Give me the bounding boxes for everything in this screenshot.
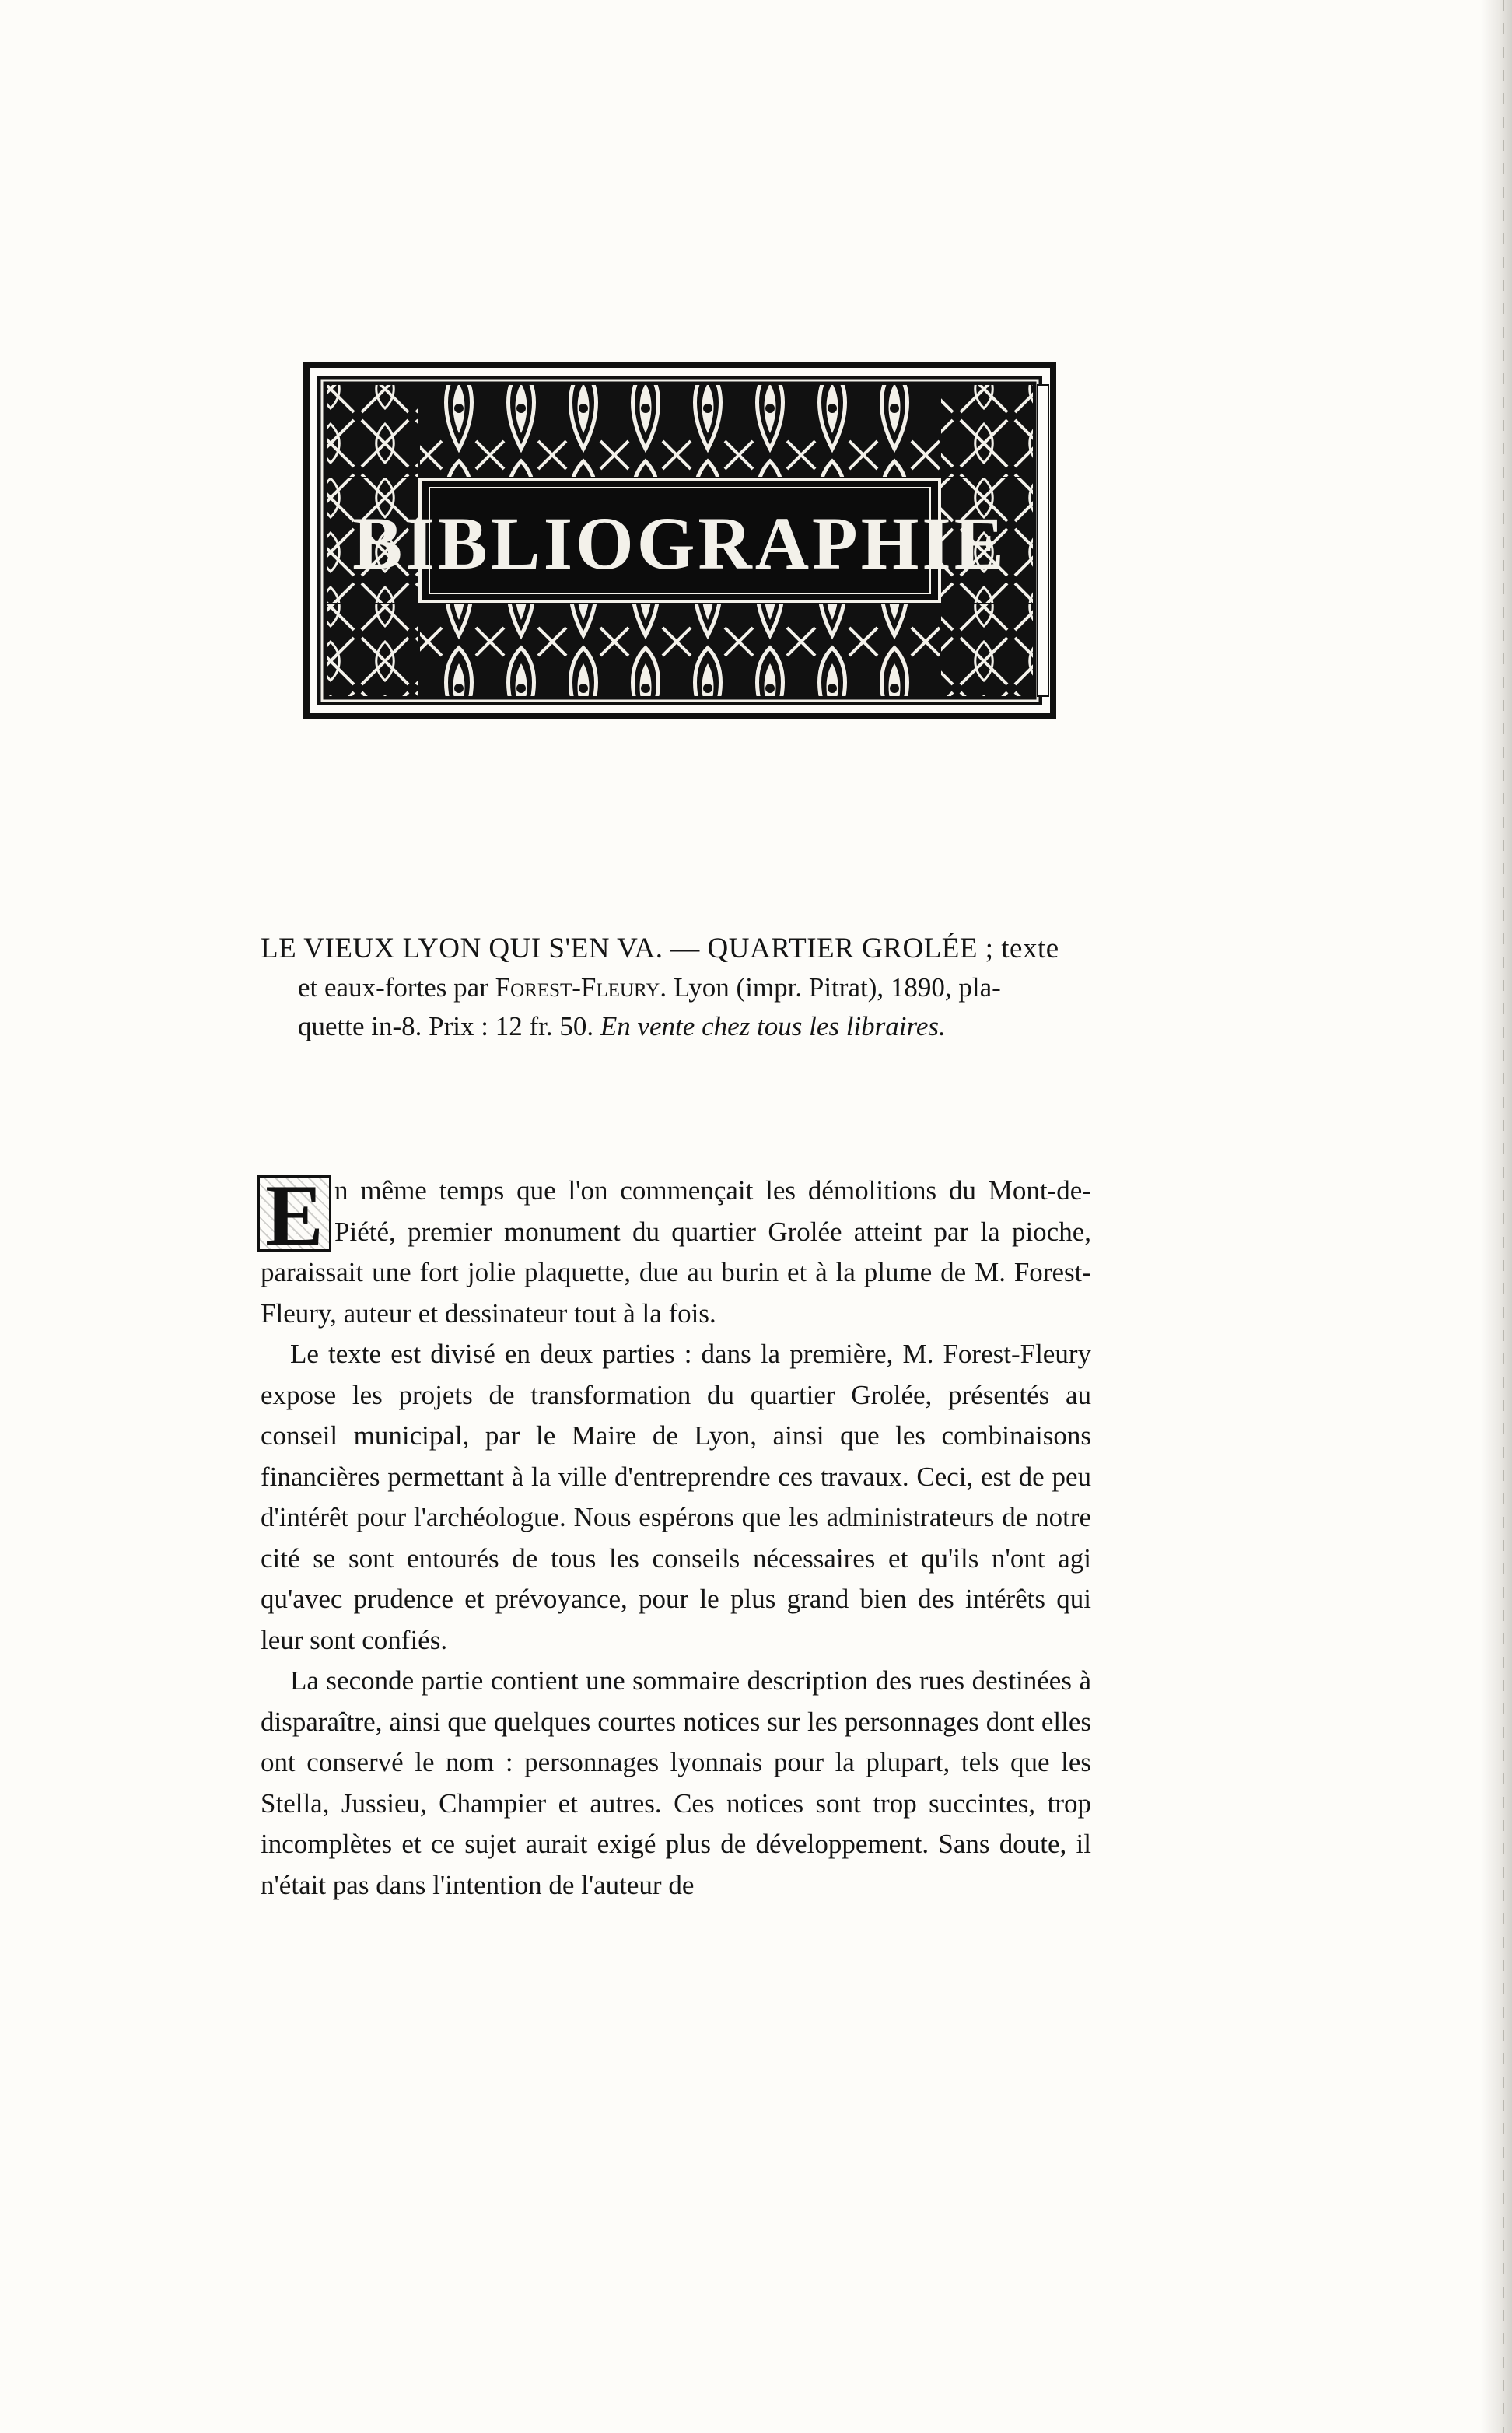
bibliographie-banner	[303, 362, 1056, 719]
entry-line-2-text: et eaux-fortes par	[298, 972, 495, 1003]
entry-title-line: LE VIEUX LYON QUI S'EN VA. — QUARTIER GROLÉE ; texte	[261, 933, 1059, 964]
bibliography-entry	[261, 929, 1097, 1046]
paragraph-1-text: n même temps que l'on commençait les démolitions du Mont-de-Piété, premier monument du quartier Grolée atteint par la pioche, paraissait une fort jolie plaquette, due au burin et à la plume de M. Forest-Fleury, auteur et dessinateur tout à la fois.	[261, 1175, 1091, 1329]
entry-line-2	[261, 968, 1097, 1007]
entry-price: quette in-8. Prix : 12 fr. 50.	[298, 1011, 600, 1041]
page-edge-line	[1503, 0, 1504, 2433]
paragraph-3: La seconde partie contient une sommaire description des rues destinées à disparaître, ainsi que quelques courtes notices sur les personnages dont elles ont conservé le nom : personnages lyonnais pour la plupart, tels que les Stella, Jussieu, Champier et autres. Ces notices sont trop succintes, trop incomplètes et ce sujet aurait exigé plus de développement. Sans doute, il n'était pas dans l'intention de l'auteur de	[261, 1665, 1091, 1900]
paragraph-1	[261, 1167, 1091, 1334]
entry-line-2-tail: . Lyon (impr. Pitrat), 1890, pla-	[660, 972, 1001, 1003]
entry-author: Forest-Fleury	[495, 972, 660, 1003]
entry-line-3	[261, 1007, 1097, 1046]
article-body	[261, 1167, 1091, 1906]
entry-availability: En vente chez tous les libraires.	[600, 1011, 946, 1041]
banner-title: BIBLIOGRAPHIE	[352, 502, 1007, 585]
ornament-frame-icon	[303, 362, 1056, 719]
drop-cap: E	[257, 1175, 331, 1252]
page-edge-shadow	[1481, 0, 1512, 2433]
paragraph-2: Le texte est divisé en deux parties : dans la première, M. Forest-Fleury expose les projets de transformation du quartier Grolée, présentés au conseil municipal, par le Maire de Lyon, ainsi que les combinaisons financières permettant à la ville d'entreprendre ces travaux. Ceci, est de peu d'intérêt pour l'archéologue. Nous espérons que les administrateurs de notre cité se sont entourés de tous les conseils nécessaires et qu'ils n'ont agi qu'avec prudence et prévoyance, pour le plus grand bien des intérêts qui leur sont confiés.	[261, 1339, 1091, 1655]
